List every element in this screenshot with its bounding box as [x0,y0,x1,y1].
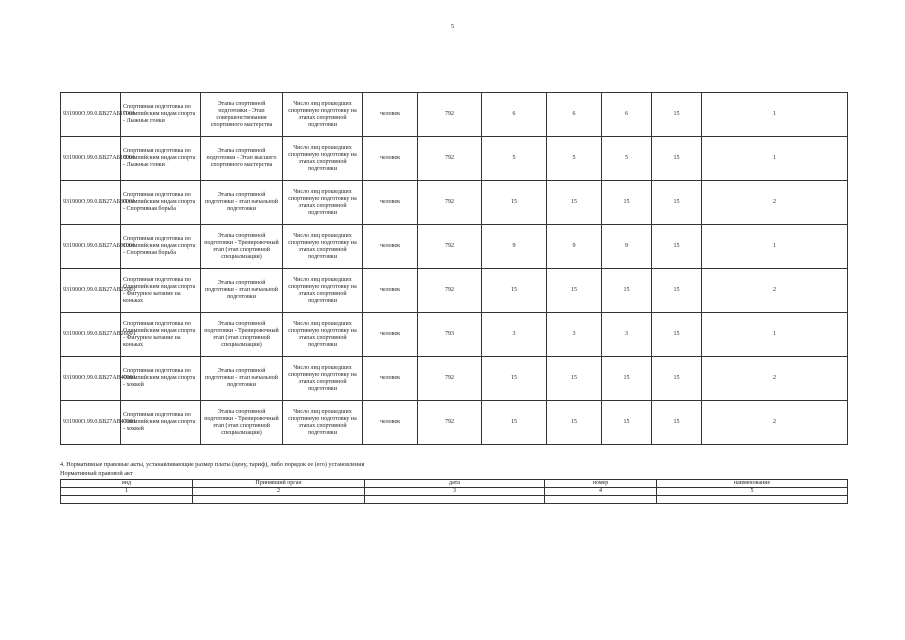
legal-acts-number-row [61,488,848,496]
deviation-value-cell: 1 [702,93,848,137]
value-cell: 15 [602,269,652,313]
column-number: 5 [657,488,848,496]
table-row [61,357,848,401]
deviation-value-cell: 2 [702,269,848,313]
okei-code-cell: 792 [418,93,482,137]
okei-code-cell: 792 [418,401,482,445]
stage-cell: Этапы спортивной подготовки - Тренировочный этап (этап спортивной специализации) [201,225,283,269]
legal-acts-table [60,479,848,504]
table-row [61,313,848,357]
column-header: номер [545,480,657,488]
service-name-cell: Спортивная подготовка по Олимпийским видам спорта - хоккей [121,357,201,401]
okei-code-cell: 792 [418,269,482,313]
value-cell: 6 [547,93,602,137]
service-code-cell: 931900О.99.0.БВ27АБ17001 [61,93,121,137]
unit-cell: человек [363,269,418,313]
empty-cell [193,496,365,504]
value-cell: 15 [547,357,602,401]
unit-cell: человек [363,93,418,137]
service-name-cell: Спортивная подготовка по Олимпийским видам спорта - хоккей [121,401,201,445]
table-row [61,225,848,269]
service-name-cell: Спортивная подготовка по Олимпийским видам спорта - Фигурное катание на коньках [121,313,201,357]
stage-cell: Этапы спортивной подготовки - Тренировочный этап (этап спортивной специализации) [201,401,283,445]
value-cell: 6 [482,93,547,137]
value-cell: 5 [482,137,547,181]
empty-cell [545,496,657,504]
table-row [61,93,848,137]
okei-code-cell: 792 [418,137,482,181]
unit-cell: человек [363,137,418,181]
legal-acts-header-row [61,480,848,488]
indicator-cell: Число лиц прошедших спортивную подготовку на этапах спортивной подготовки [283,313,363,357]
value-cell: 15 [602,181,652,225]
okei-code-cell: 792 [418,225,482,269]
value-cell: 6 [602,93,652,137]
service-code-cell: 931900О.99.0.БВ27АВ41001 [61,401,121,445]
okei-code-cell: 793 [418,313,482,357]
stage-cell: Этапы спортивной подготовки - этап начальной подготовки [201,269,283,313]
empty-cell [365,496,545,504]
column-header: наименование [657,480,848,488]
value-cell: 15 [482,357,547,401]
deviation-value-cell: 2 [702,401,848,445]
column-number: 4 [545,488,657,496]
legal-acts-empty-row [61,496,848,504]
service-name-cell: Спортивная подготовка по Олимпийским видам спорта - Лыжные гонки [121,137,201,181]
stage-cell: Этапы спортивной подготовки - этап начальной подготовки [201,181,283,225]
column-number: 2 [193,488,365,496]
value-cell: 15 [547,269,602,313]
deviation-value-cell: 1 [702,313,848,357]
unit-cell: человек [363,357,418,401]
value-cell: 3 [482,313,547,357]
service-code-cell: 931900О.99.0.БВ27АВ40001 [61,357,121,401]
deviation-value-cell: 2 [702,357,848,401]
service-code-cell: 931900О.99.0.БВ27АБ80001 [61,181,121,225]
table-row [61,269,848,313]
value-cell: 9 [547,225,602,269]
indicator-cell: Число лиц прошедших спортивную подготовку на этапах спортивной подготовки [283,357,363,401]
deviation-percent-cell: 15 [652,313,702,357]
deviation-percent-cell: 15 [652,269,702,313]
value-cell: 15 [482,269,547,313]
column-header: дата [365,480,545,488]
unit-cell: человек [363,401,418,445]
value-cell: 3 [547,313,602,357]
service-name-cell: Спортивная подготовка по Олимпийским видам спорта - Спортивная борьба [121,225,201,269]
value-cell: 3 [602,313,652,357]
indicator-cell: Число лиц прошедших спортивную подготовку на этапах спортивной подготовки [283,181,363,225]
services-volume-table [60,92,848,445]
value-cell: 5 [602,137,652,181]
stage-cell: Этапы спортивной подготовки - Этап высшего спортивного мастерства [201,137,283,181]
deviation-value-cell: 2 [702,181,848,225]
value-cell: 15 [602,357,652,401]
deviation-value-cell: 1 [702,225,848,269]
okei-code-cell: 792 [418,357,482,401]
table-row [61,401,848,445]
column-header: Принявший орган [193,480,365,488]
section-heading: 4. Нормативные правовые акты, устанавливающие размер платы (цену, тариф), либо порядок ее (его) установления [60,461,365,468]
column-header: вид [61,480,193,488]
page-number: 5 [451,24,454,30]
okei-code-cell: 792 [418,181,482,225]
legal-act-subheading: Нормативный правовой акт [60,470,133,477]
unit-cell: человек [363,181,418,225]
indicator-cell: Число лиц прошедших спортивную подготовку на этапах спортивной подготовки [283,93,363,137]
indicator-cell: Число лиц прошедших спортивную подготовку на этапах спортивной подготовки [283,137,363,181]
value-cell: 9 [482,225,547,269]
service-code-cell: 931900О.99.0.БВ27АВ25001 [61,269,121,313]
column-number: 1 [61,488,193,496]
service-name-cell: Спортивная подготовка по Олимпийским видам спорта - Лыжные гонки [121,93,201,137]
column-number: 3 [365,488,545,496]
indicator-cell: Число лиц прошедших спортивную подготовку на этапах спортивной подготовки [283,225,363,269]
unit-cell: человек [363,313,418,357]
empty-cell [61,496,193,504]
empty-cell [657,496,848,504]
stage-cell: Этапы спортивной подготовки - этап начальной подготовки [201,357,283,401]
value-cell: 5 [547,137,602,181]
service-name-cell: Спортивная подготовка по Олимпийским видам спорта - Спортивная борьба [121,181,201,225]
service-code-cell: 931900О.99.0.БВ27АБ18001 [61,137,121,181]
value-cell: 15 [602,401,652,445]
deviation-percent-cell: 15 [652,225,702,269]
table-row [61,137,848,181]
deviation-percent-cell: 15 [652,137,702,181]
deviation-value-cell: 1 [702,137,848,181]
value-cell: 15 [482,401,547,445]
indicator-cell: Число лиц прошедших спортивную подготовку на этапах спортивной подготовки [283,269,363,313]
value-cell: 9 [602,225,652,269]
deviation-percent-cell: 15 [652,357,702,401]
value-cell: 15 [547,401,602,445]
stage-cell: Этапы спортивной подготовки - Тренировочный этап (этап спортивной специализации) [201,313,283,357]
unit-cell: человек [363,225,418,269]
value-cell: 15 [482,181,547,225]
service-name-cell: Спортивная подготовка по Олимпийским видам спорта - Фигурное катание на коньках [121,269,201,313]
deviation-percent-cell: 15 [652,181,702,225]
table-row [61,181,848,225]
service-code-cell: 931900О.99.0.БВ27АВ26001 [61,313,121,357]
service-code-cell: 931900О.99.0.БВ27АБ81001 [61,225,121,269]
indicator-cell: Число лиц прошедших спортивную подготовку на этапах спортивной подготовки [283,401,363,445]
value-cell: 15 [547,181,602,225]
stage-cell: Этапы спортивной подготовки - Этап совершенствования спортивного мастерства [201,93,283,137]
deviation-percent-cell: 15 [652,93,702,137]
deviation-percent-cell: 15 [652,401,702,445]
